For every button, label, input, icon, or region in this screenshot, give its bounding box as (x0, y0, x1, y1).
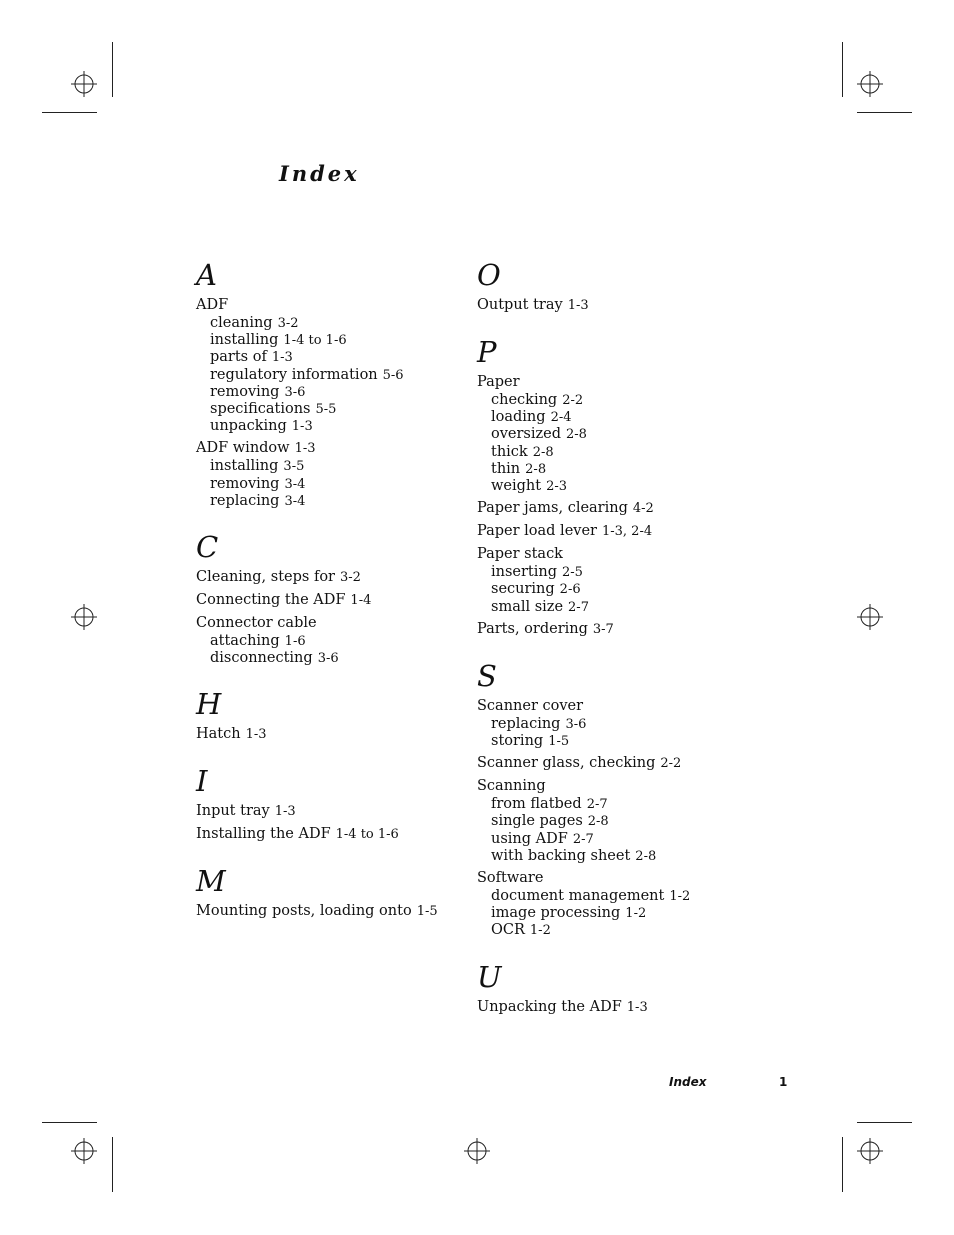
subentry-line (196, 493, 476, 510)
page-reference: 2-4 (550, 410, 572, 426)
entry-term: Scanner cover (477, 697, 584, 714)
crop-mark-top-left-horizontal (42, 112, 97, 113)
entry-line (477, 998, 757, 1017)
entry-line (477, 522, 757, 541)
index-section (477, 335, 757, 639)
subentry-term: OCR (491, 922, 525, 939)
page-reference: 1-3 (291, 419, 313, 435)
subentry-line (196, 418, 476, 435)
entry-term: Connector cable (196, 615, 317, 632)
index-section (477, 659, 757, 940)
entry-line (477, 754, 757, 773)
page-reference: 1-3 (245, 727, 267, 743)
crop-mark-bottom-left-horizontal (42, 1122, 97, 1123)
index-entry (196, 725, 476, 744)
entry-line (477, 620, 757, 639)
subentry-term: attaching (210, 633, 280, 650)
subentry-line (477, 581, 757, 598)
crop-mark-top-right-horizontal (857, 112, 912, 113)
index-entry (196, 902, 476, 921)
entry-line (477, 777, 757, 796)
registration-mark-icon (464, 1138, 490, 1164)
page-reference: 3-4 (284, 476, 306, 492)
page-reference: 1-3, 2-4 (601, 524, 653, 540)
subentry-line (196, 384, 476, 401)
entry-term: Scanning (477, 778, 546, 795)
subentry-line (477, 905, 757, 922)
page-reference: 3-6 (284, 384, 306, 400)
subentry-line (196, 633, 476, 650)
subentry-term: loading (491, 409, 546, 426)
page-reference: 1-2 (529, 923, 551, 939)
subentry-line (477, 444, 757, 461)
crop-mark-top-left-vertical (112, 42, 113, 97)
subentry-term: replacing (491, 715, 561, 732)
page-reference: 1-3 (274, 804, 296, 820)
index-section (196, 258, 476, 510)
index-entry (477, 522, 757, 541)
section-letter: O (477, 258, 501, 292)
page-reference: 1-5 (416, 904, 438, 920)
entry-term: Software (477, 870, 544, 887)
index-entry (196, 825, 476, 844)
registration-mark-icon (71, 1138, 97, 1164)
index-entry (196, 568, 476, 587)
section-letter: U (477, 959, 502, 994)
subentry-term: weight (491, 478, 542, 495)
page-reference: 2-6 (559, 582, 581, 598)
entry-line (477, 869, 757, 888)
registration-mark-icon (857, 604, 883, 630)
subentry-term: specifications (210, 401, 311, 418)
subentry-term: using ADF (491, 830, 568, 847)
page-reference: 1-6 (284, 634, 306, 650)
subentry-line (196, 476, 476, 493)
page-reference: 3-6 (317, 651, 339, 667)
subentry-term: removing (210, 383, 280, 400)
entry-line (477, 373, 757, 392)
subentry-line (196, 367, 476, 384)
page-reference: 1-4 (350, 593, 372, 609)
index-section (196, 864, 476, 921)
subentry-term: installing (210, 458, 279, 475)
subentry-line (477, 478, 757, 495)
index-entry (477, 373, 757, 495)
page-reference: 2-8 (587, 814, 609, 830)
page-reference: 2-2 (660, 756, 682, 772)
entry-line (196, 591, 476, 610)
page-reference: 1-2 (669, 889, 691, 905)
subentry-line (196, 458, 476, 475)
page-reference: 2-8 (532, 444, 554, 460)
page-reference: 1-4 to 1-6 (335, 827, 399, 843)
entry-line (477, 499, 757, 518)
subentry-term: with backing sheet (491, 847, 631, 864)
footer-section-label: Index (669, 1075, 707, 1089)
entry-term: Paper load lever (477, 523, 597, 540)
entry-term: Cleaning, steps for (196, 569, 335, 586)
subentry-line (477, 392, 757, 409)
subentry-term: inserting (491, 564, 558, 581)
index-entry (477, 777, 757, 865)
subentry-term: thin (491, 460, 521, 477)
entry-term: Paper (477, 374, 520, 390)
subentry-line (477, 426, 757, 443)
entry-term: Input tray (196, 803, 270, 820)
subentry-term: parts of (210, 349, 267, 366)
index-column-left (196, 258, 476, 941)
page-reference: 2-8 (525, 461, 547, 477)
subentry-line (477, 796, 757, 813)
page-reference: 1-3 (567, 298, 589, 313)
index-section (196, 764, 476, 844)
subentry-term: storing (491, 733, 544, 750)
index-section (477, 258, 757, 315)
page-reference: 1-3 (626, 999, 648, 1015)
entry-line (196, 725, 476, 744)
subentry-term: disconnecting (210, 650, 313, 667)
subentry-line (477, 599, 757, 616)
index-entry (477, 296, 757, 315)
subentry-line (477, 461, 757, 478)
page-reference: 1-2 (625, 906, 647, 922)
subentry-term: oversized (491, 426, 562, 443)
page-reference: 1-4 to 1-6 (283, 333, 347, 349)
entry-line (477, 296, 757, 315)
subentry-term: from flatbed (491, 796, 582, 813)
page-reference: 1-3 (271, 350, 293, 366)
registration-mark-icon (857, 71, 883, 97)
entry-term: Paper jams, clearing (477, 500, 628, 517)
subentry-term: small size (491, 598, 564, 615)
index-entry (477, 620, 757, 639)
page-reference: 2-3 (546, 479, 568, 495)
page-reference: 3-2 (339, 570, 361, 586)
page-reference: 5-6 (382, 367, 404, 383)
subentry-term: regulatory information (210, 366, 378, 383)
subentry-line (196, 401, 476, 418)
subentry-line (477, 813, 757, 830)
entry-line (196, 614, 476, 633)
index-entry (477, 499, 757, 518)
crop-mark-top-right-vertical (842, 42, 843, 97)
page-reference: 4-2 (632, 501, 654, 517)
entry-term: Parts, ordering (477, 620, 588, 637)
page-reference: 3-7 (592, 621, 614, 637)
subentry-line (477, 831, 757, 848)
subentry-line (477, 409, 757, 426)
entry-term: Hatch (196, 726, 241, 743)
crop-mark-bottom-right-vertical (842, 1137, 843, 1192)
entry-term: Scanner glass, checking (477, 755, 656, 772)
page-reference: 3-4 (284, 493, 306, 509)
registration-mark-icon (857, 1138, 883, 1164)
page-reference: 1-3 (294, 441, 316, 457)
entry-line (477, 697, 757, 716)
registration-mark-icon (71, 71, 97, 97)
page-reference: 3-2 (277, 316, 299, 331)
page-reference: 2-7 (568, 599, 589, 615)
section-letter: M (196, 864, 226, 899)
section-letter: I (196, 764, 208, 799)
subentry-line (477, 564, 757, 581)
page-reference: 2-5 (562, 565, 583, 581)
entry-line (196, 902, 476, 921)
index-entry (196, 591, 476, 610)
entry-line (477, 545, 757, 564)
subentry-term: image processing (491, 905, 621, 922)
section-letter: S (477, 658, 497, 693)
entry-line (196, 825, 476, 844)
index-entry (196, 439, 476, 510)
subentry-line (196, 650, 476, 667)
subentry-line (477, 733, 757, 750)
subentry-term: installing (210, 332, 279, 349)
index-entry (477, 545, 757, 616)
subentry-line (477, 922, 757, 939)
subentry-term: checking (491, 392, 558, 408)
page-reference: 2-7 (586, 797, 608, 813)
page-reference: 2-2 (562, 393, 584, 408)
index-section (196, 530, 476, 667)
entry-term: Installing the ADF (196, 826, 331, 843)
subentry-line (477, 888, 757, 905)
page-reference: 2-8 (635, 848, 657, 864)
subentry-term: removing (210, 475, 280, 492)
subentry-line (196, 332, 476, 349)
page-reference: 2-7 (572, 831, 594, 847)
page-reference: 2-8 (566, 427, 587, 443)
page-title: Index (279, 161, 360, 186)
entry-line (196, 568, 476, 587)
entry-term: ADF window (196, 440, 290, 457)
index-entry (196, 614, 476, 667)
index-entry (477, 869, 757, 940)
index-entry (477, 754, 757, 773)
entry-term: Mounting posts, loading onto (196, 903, 412, 920)
section-letter: C (196, 530, 219, 565)
index-entry (196, 802, 476, 821)
registration-mark-icon (71, 604, 97, 630)
subentry-term: cleaning (210, 315, 273, 331)
subentry-term: replacing (210, 492, 280, 509)
index-section (477, 960, 757, 1017)
page-reference: 3-6 (565, 716, 587, 732)
entry-line (196, 802, 476, 821)
subentry-term: securing (491, 581, 555, 598)
section-letter: P (477, 335, 497, 369)
subentry-term: thick (491, 443, 528, 460)
section-letter: A (196, 258, 217, 292)
subentry-line (477, 716, 757, 733)
entry-line (196, 296, 476, 315)
index-column-right (477, 258, 757, 1037)
entry-term: Connecting the ADF (196, 592, 346, 609)
section-letter: H (196, 687, 222, 722)
entry-term: ADF (196, 297, 229, 313)
entry-term: Unpacking the ADF (477, 998, 622, 1015)
subentry-line (196, 349, 476, 366)
entry-term: Output tray (477, 297, 563, 313)
entry-line (196, 439, 476, 458)
subentry-term: unpacking (210, 418, 287, 435)
crop-mark-bottom-right-horizontal (857, 1122, 912, 1123)
index-entry (477, 697, 757, 750)
page-reference: 1-5 (548, 734, 570, 750)
page-reference: 3-5 (283, 459, 305, 475)
crop-mark-bottom-left-vertical (112, 1137, 113, 1192)
index-entry (196, 296, 476, 435)
page-reference: 5-5 (315, 402, 337, 418)
index-section (196, 687, 476, 744)
footer-page-number: 1 (779, 1075, 788, 1089)
entry-term: Paper stack (477, 546, 563, 563)
subentry-line (477, 848, 757, 865)
subentry-term: single pages (491, 813, 583, 830)
index-entry (477, 998, 757, 1017)
subentry-line (196, 315, 476, 332)
subentry-term: document management (491, 888, 665, 905)
